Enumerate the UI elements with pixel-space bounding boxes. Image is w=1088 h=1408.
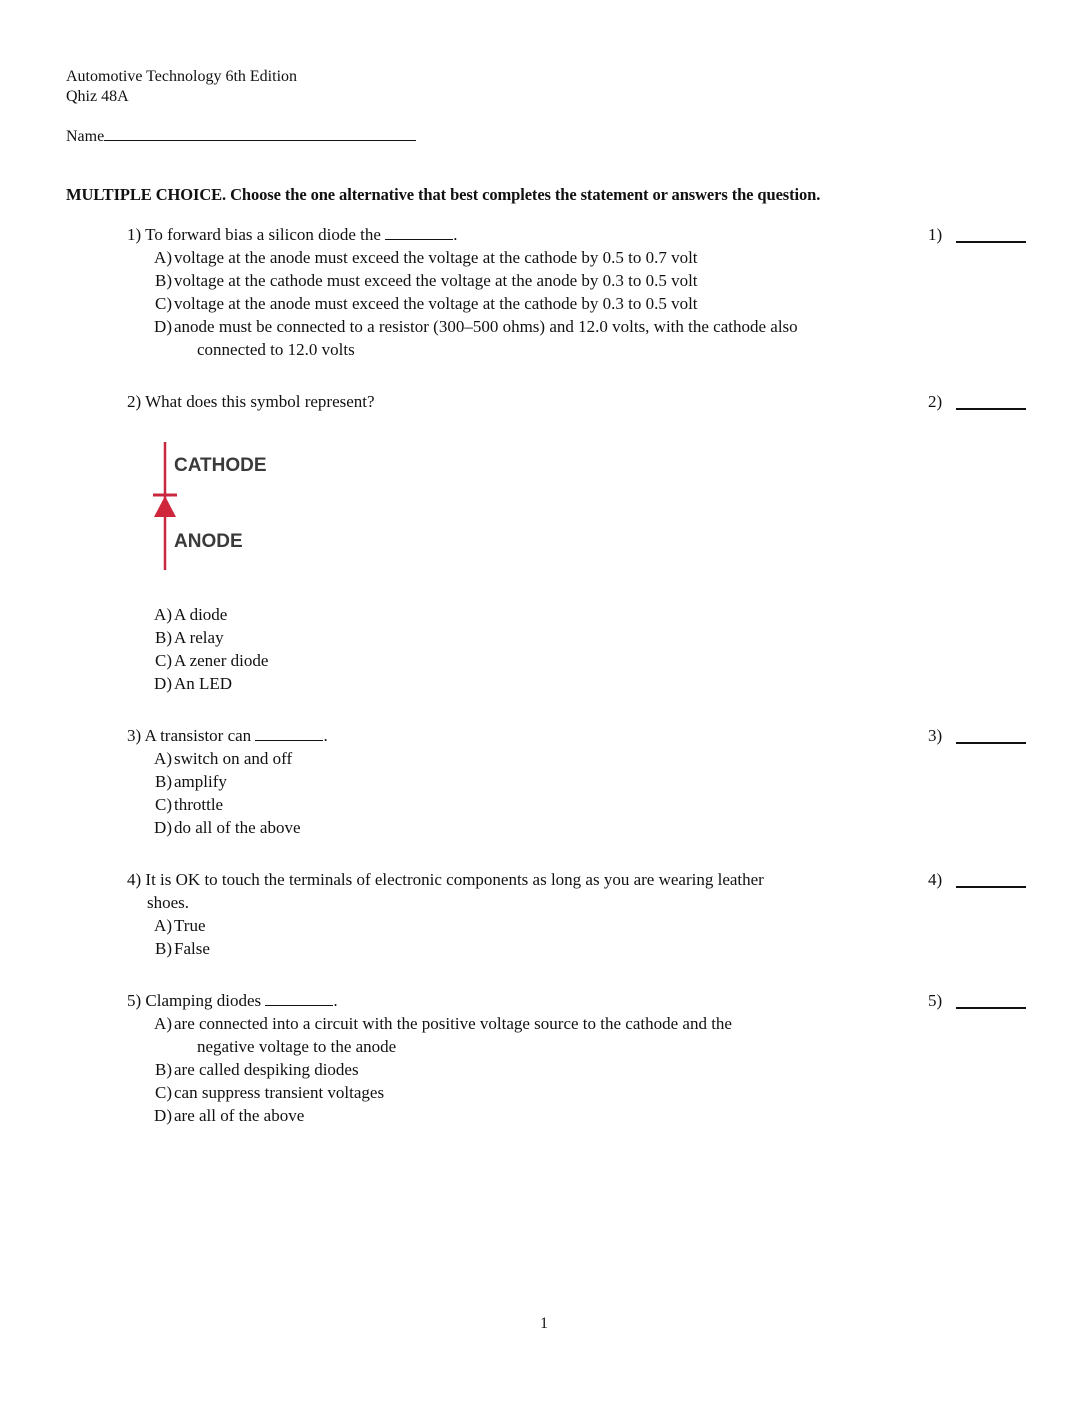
book-title: Automotive Technology 6th Edition [66, 68, 298, 85]
question-5-text: 5) Clamping diodes . [127, 991, 338, 1010]
option-1d-continuation: connected to 12.0 volts [197, 340, 355, 359]
option-1a[interactable]: A) voltage at the anode must exceed the voltage at the cathode by 0.5 to 0.7 volt [154, 248, 698, 267]
option-1c[interactable]: C) voltage at the anode must exceed the voltage at the cathode by 0.3 to 0.5 volt [155, 294, 698, 313]
anode-label: ANODE [174, 531, 243, 552]
option-5d[interactable]: D) are all of the above [154, 1106, 305, 1125]
option-3b[interactable]: B) amplify [155, 772, 227, 791]
name-field[interactable] [66, 125, 416, 147]
answer-5-line[interactable] [956, 1007, 1026, 1009]
option-1b[interactable]: B) voltage at the cathode must exceed the voltage at the anode by 0.3 to 0.5 volt [155, 271, 698, 290]
question-1-text: 1) To forward bias a silicon diode the . [127, 225, 458, 244]
question-5-blank [265, 991, 333, 1006]
answer-1-line[interactable] [956, 241, 1026, 243]
answer-3-line[interactable] [956, 742, 1026, 744]
option-3c[interactable]: C) throttle [155, 795, 224, 814]
diode-symbol-figure [150, 440, 290, 572]
answer-3-label: 3) [928, 726, 943, 745]
question-4-options [148, 914, 210, 960]
question-5-options [148, 1012, 732, 1127]
option-2b[interactable]: B) A relay [155, 628, 224, 647]
answer-2-label: 2) [928, 392, 943, 411]
option-3d[interactable]: D) do all of the above [154, 818, 301, 837]
name-label: Name [66, 128, 105, 145]
question-3-options [148, 747, 301, 839]
question-1-options [148, 246, 798, 361]
answer-1-label: 1) [928, 225, 943, 244]
option-5b[interactable]: B) are called despiking diodes [155, 1060, 359, 1079]
answer-2-line[interactable] [956, 408, 1026, 410]
answer-4-line[interactable] [956, 886, 1026, 888]
answer-4-label: 4) [928, 870, 943, 889]
option-5a-continuation: negative voltage to the anode [197, 1037, 397, 1056]
option-2d[interactable]: D) An LED [154, 674, 233, 693]
option-5a[interactable]: A) are connected into a circuit with the positive voltage source to the cathode and the [154, 1014, 732, 1033]
question-3-text: 3) A transistor can . [127, 726, 328, 745]
option-4a[interactable]: A) True [154, 916, 206, 935]
quiz-title: Qhiz 48A [66, 88, 129, 105]
question-2-text: 2) What does this symbol represent? [127, 392, 375, 411]
option-2a[interactable]: A) A diode [154, 605, 228, 624]
question-1-blank [385, 225, 453, 240]
cathode-label: CATHODE [174, 455, 267, 476]
page-number: 1 [540, 1315, 548, 1332]
option-2c[interactable]: C) A zener diode [155, 651, 269, 670]
answer-5-label: 5) [928, 991, 943, 1010]
instructions: MULTIPLE CHOICE. Choose the one alternative that best completes the statement or answers the question. [66, 185, 821, 204]
option-1d[interactable]: D) anode must be connected to a resistor (300–500 ohms) and 12.0 volts, with the cathode also [154, 317, 798, 336]
name-input-line[interactable] [104, 125, 416, 141]
option-5c[interactable]: C) can suppress transient voltages [155, 1083, 385, 1102]
question-4-text: 4) It is OK to touch the terminals of electronic components as long as you are wearing leather [127, 870, 764, 889]
question-2-options [148, 603, 268, 695]
option-4b[interactable]: B) False [155, 939, 210, 958]
question-3-blank [255, 726, 323, 741]
option-3a[interactable]: A) switch on and off [154, 749, 293, 768]
question-4-continuation: shoes. [147, 893, 190, 912]
